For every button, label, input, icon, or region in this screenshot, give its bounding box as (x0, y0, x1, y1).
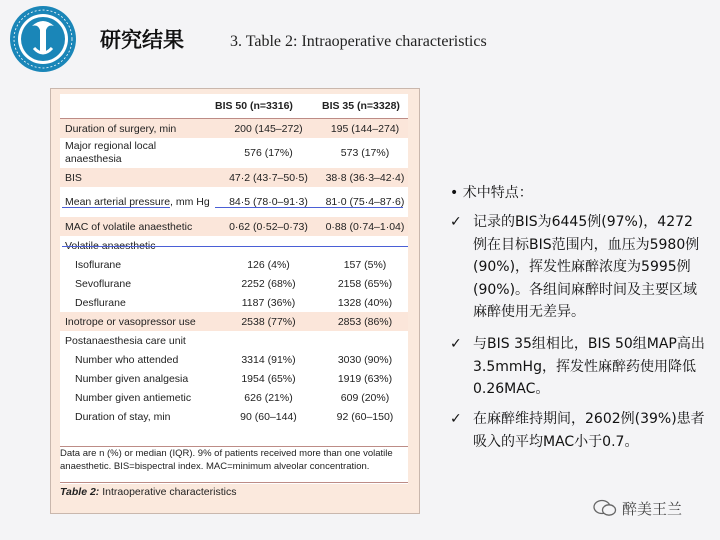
table-row (60, 350, 408, 369)
table-row (60, 293, 408, 312)
cell-bis50: 3314 (91%) (241, 353, 296, 366)
bullet-item (450, 211, 705, 324)
cell-bis35: 92 (60–150) (336, 410, 394, 423)
cell-bis50: 2252 (68%) (241, 277, 296, 290)
page-subtitle: 3. Table 2: Intraoperative characteristics (230, 33, 487, 50)
cell-bis50: 2538 (77%) (215, 312, 322, 331)
table-row (60, 331, 408, 350)
bullet-text: 与BIS 35组相比，BIS 50组MAP高出3.5mmHg，挥发性麻醉药使用降低0.26MAC。 (473, 336, 705, 397)
row-label: Isoflurane (75, 258, 122, 271)
bullet-item (450, 333, 705, 401)
table-row (60, 187, 408, 217)
cell-bis35: 0·88 (0·74–1·04) (322, 217, 408, 236)
cell-bis35: 2158 (65%) (337, 277, 393, 290)
row-label: Number given analgesia (75, 372, 189, 385)
cell-bis35: 1919 (63%) (337, 372, 393, 385)
pen-underline (215, 207, 403, 208)
table-row (60, 388, 408, 407)
table-row (60, 407, 408, 426)
table-row (60, 369, 408, 388)
column-header: BIS 35 (n=3328) (322, 94, 408, 119)
cell-bis50: 1187 (36%) (241, 296, 296, 309)
cell-bis50: 0·62 (0·52–0·73) (215, 217, 322, 236)
row-label: Desflurane (75, 296, 126, 309)
row-group-label: Volatile anaesthetic (65, 239, 156, 252)
table-footnote: Data are n (%) or median (IQR). 9% of patients received more than one volatile anaesthetic. BIS=bispectral index. MAC=minimum alveolar concentration. (60, 448, 393, 472)
wechat-icon (593, 499, 617, 517)
cell-bis50: 90 (60–144) (240, 410, 297, 423)
cell-bis50: 200 (145–272) (215, 119, 322, 139)
row-label: Number who attended (75, 353, 179, 366)
hospital-logo-icon (8, 4, 78, 74)
table-figure (50, 88, 420, 514)
row-label: MAC of volatile anaesthetic (60, 217, 215, 236)
bullet-text: 记录的BIS为6445例(97%)，4272例在目标BIS范围内，血压为5980例(90%)，挥发性麻醉浓度为5995例(90%)。各组间麻醉时间及主要区域麻醉使用无差异。 (473, 214, 700, 320)
cell-bis35: 3030 (90%) (337, 353, 393, 366)
row-group-label: Postanaesthesia care unit (65, 334, 186, 347)
cell-bis50: 1954 (65%) (241, 372, 296, 385)
watermark-text: 醉美王兰 (622, 500, 683, 518)
page-title: 研究结果 (100, 28, 184, 52)
intraoperative-table (60, 94, 408, 426)
row-label: Inotrope or vasopressor use (60, 312, 215, 331)
check-icon: ✓ (450, 411, 462, 427)
row-label: Mean arterial pressure, mm Hg (65, 195, 210, 208)
cell-bis35: 609 (20%) (340, 391, 390, 404)
cell-bis50: 84·5 (78·0–91·3) (229, 195, 308, 208)
table-row (60, 274, 408, 293)
table-row (60, 119, 408, 139)
row-label: Major regional local anaesthesia (65, 140, 157, 165)
table-panel (60, 94, 408, 484)
caption-label: Table 2: (60, 486, 100, 498)
cell-bis35: 157 (5%) (343, 258, 387, 271)
row-label: Number given antiemetic (75, 391, 192, 404)
caption-text: Intraoperative characteristics (99, 486, 237, 498)
check-icon: ✓ (450, 336, 462, 352)
cell-bis35: 38·8 (36·3–42·4) (322, 168, 408, 187)
check-icon: ✓ (450, 214, 462, 230)
row-label: Duration of stay, min (75, 410, 171, 423)
pen-underline (62, 207, 170, 208)
column-header: BIS 50 (n=3316) (215, 94, 322, 119)
caption-divider (60, 482, 408, 483)
bullet-heading: • 术中特点： (450, 185, 533, 201)
bullet-item (450, 408, 705, 453)
table-row (60, 138, 408, 168)
table-caption (60, 486, 236, 498)
pen-underline (62, 246, 408, 247)
cell-bis35: 1328 (40%) (337, 296, 393, 309)
table-row (60, 255, 408, 274)
cell-bis35: 81·0 (75·4–87·6) (325, 195, 405, 208)
cell-bis50: 576 (17%) (244, 146, 293, 159)
cell-bis35: 195 (144–274) (322, 119, 408, 139)
row-label: Sevoflurane (75, 277, 132, 290)
table-row (60, 312, 408, 331)
table-row (60, 217, 408, 236)
row-label: BIS (60, 168, 215, 187)
cell-bis50: 47·2 (43·7–50·5) (215, 168, 322, 187)
cell-bis35: 2853 (86%) (322, 312, 408, 331)
cell-bis35: 573 (17%) (340, 146, 390, 159)
cell-bis50: 126 (4%) (247, 258, 290, 271)
column-header (60, 94, 215, 119)
row-label: Duration of surgery, min (60, 119, 215, 139)
cell-bis50: 626 (21%) (244, 391, 293, 404)
table-row (60, 168, 408, 187)
bullet-text: 在麻醉维持期间，2602例(39%)患者吸入的平均MAC小于0.7。 (473, 411, 705, 450)
